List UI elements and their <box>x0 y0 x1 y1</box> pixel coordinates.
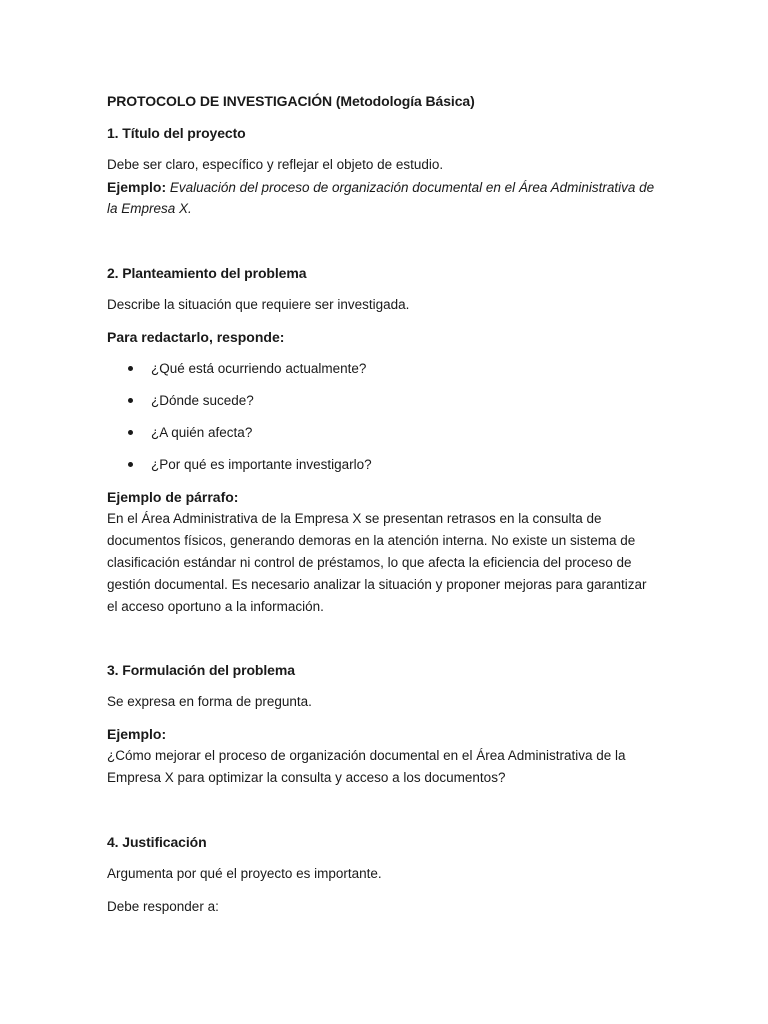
section-3-example-line: Empresa X para optimizar la consulta y acceso a los documentos? <box>107 770 506 785</box>
section-1-example-text-line1: Evaluación del proceso de organización documental en el Área Administrativa de <box>169 180 655 195</box>
section-2-heading: 2. Planteamiento del problema <box>107 265 307 281</box>
list-item: ¿A quién afecta? <box>128 425 252 440</box>
section-1-heading: 1. Título del proyecto <box>107 125 246 141</box>
list-item: ¿Por qué es importante investigarlo? <box>128 457 372 472</box>
section-2-description: Describe la situación que requiere ser investigada. <box>107 297 410 312</box>
section-1-example <box>107 176 667 199</box>
bullet-icon <box>128 462 133 467</box>
section-1-example-text-line2: la Empresa X. <box>107 201 192 216</box>
section-3-description: Se expresa en forma de pregunta. <box>107 694 312 709</box>
list-item: ¿Dónde sucede? <box>128 393 254 408</box>
document-title: PROTOCOLO DE INVESTIGACIÓN (Metodología Básica) <box>107 93 475 109</box>
section-1-example-label: Ejemplo: <box>107 179 167 195</box>
section-4-description-2: Debe responder a: <box>107 899 219 914</box>
bullet-icon <box>128 430 133 435</box>
section-4-heading: 4. Justificación <box>107 834 207 850</box>
section-2-example-line: el acceso oportuno a la información. <box>107 599 324 614</box>
section-2-example-line: clasificación estándar ni control de préstamos, lo que afecta la eficiencia del proceso de <box>107 555 632 570</box>
section-3-heading: 3. Formulación del problema <box>107 662 295 678</box>
list-item: ¿Qué está ocurriendo actualmente? <box>128 361 366 376</box>
section-2-example-line: documentos físicos, generando demoras en la atención interna. No existe un sistema de <box>107 533 636 548</box>
section-3-example-line: ¿Cómo mejorar el proceso de organización documental en el Área Administrativa de la <box>107 748 626 763</box>
section-2-example-label: Ejemplo de párrafo: <box>107 489 239 505</box>
bullet-icon <box>128 366 133 371</box>
section-4-description: Argumenta por qué el proyecto es importante. <box>107 866 382 881</box>
section-3-example-label: Ejemplo: <box>107 726 167 742</box>
section-2-prompt: Para redactarlo, responde: <box>107 329 285 345</box>
bullet-icon <box>128 398 133 403</box>
section-2-example-line: gestión documental. Es necesario analizar la situación y proponer mejoras para garantizar <box>107 577 647 592</box>
section-1-description: Debe ser claro, específico y reflejar el objeto de estudio. <box>107 157 444 172</box>
section-2-example-line: En el Área Administrativa de la Empresa X se presentan retrasos en la consulta de <box>107 511 602 526</box>
